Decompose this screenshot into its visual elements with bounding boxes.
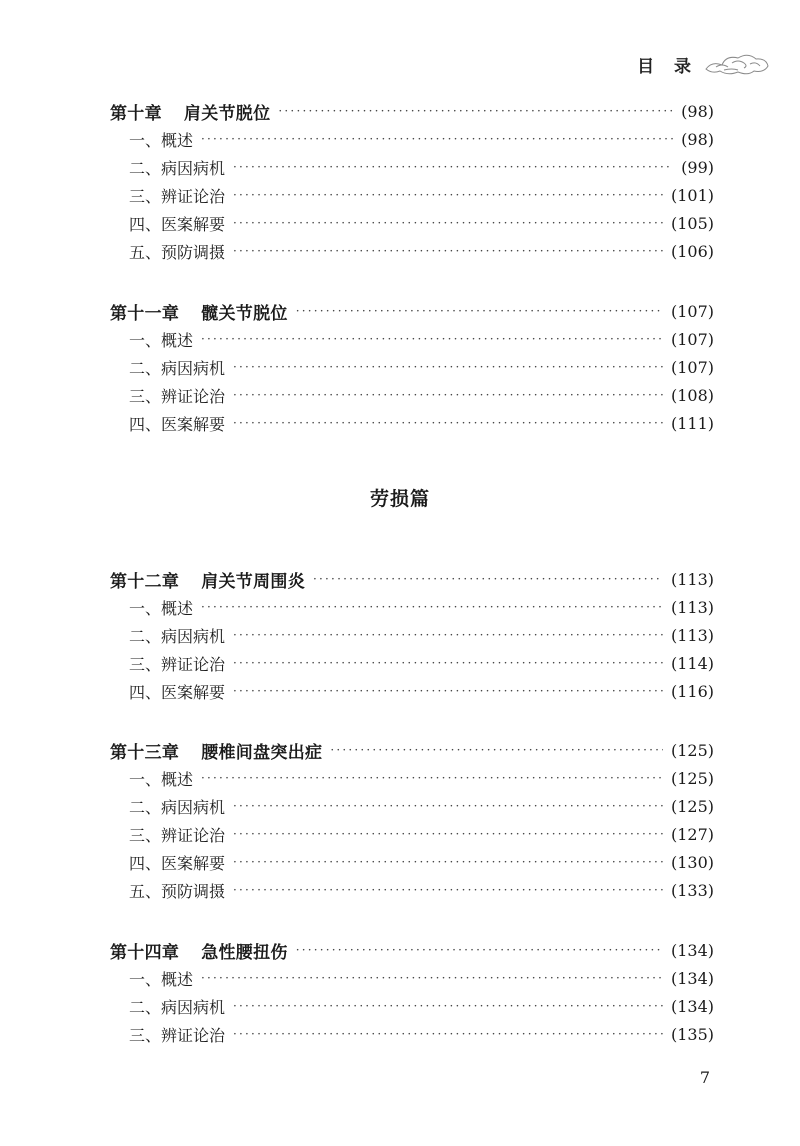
section-label: 四、医案解要 [129,414,226,434]
toc-section-entry[interactable] [0,593,800,621]
toc-section-entry[interactable] [0,125,800,153]
dot-leader [313,565,663,593]
dot-leader [233,792,663,820]
section-page-ref: (113) [670,625,714,645]
chapter-title: 腰椎间盘突出症 [201,742,323,763]
toc-section-entry[interactable] [0,677,800,705]
section-page-ref: (133) [670,880,714,900]
chapter-number: 第十章 [110,103,162,124]
section-label: 三、辨证论治 [129,1025,226,1045]
toc-section-entry[interactable] [0,964,800,992]
toc-section-entry[interactable] [0,353,800,381]
chapter-number: 第十三章 [110,742,180,763]
chapter-page-ref: (98) [681,101,714,121]
dot-leader [201,964,663,992]
dot-leader [233,1020,663,1048]
section-page-ref: (134) [670,968,714,988]
toc-chapter-entry[interactable] [0,297,800,325]
section-label: 五、预防调摄 [129,881,226,901]
toc-section-entry[interactable] [0,1020,800,1048]
header-title: 目 录 [637,56,698,77]
section-page-ref: (114) [670,653,714,673]
section-page-ref: (130) [670,852,714,872]
section-page-ref: (116) [670,681,714,701]
part-title: 劳损篇 [369,488,430,510]
toc-section-entry[interactable] [0,621,800,649]
chapter-number: 第十二章 [110,571,180,592]
section-page-ref: (135) [670,1024,714,1044]
chapter-page-ref: (107) [670,301,714,321]
toc-chapter-entry[interactable] [0,736,800,764]
toc-section-entry[interactable] [0,209,800,237]
dot-leader [233,409,663,437]
running-header [637,44,772,84]
section-label: 五、预防调摄 [129,242,226,262]
section-page-ref: (106) [670,241,714,261]
section-label: 四、医案解要 [129,214,226,234]
dot-leader [233,876,663,904]
dot-leader [233,237,663,265]
section-page-ref: (107) [670,329,714,349]
section-page-ref: (125) [670,768,714,788]
dot-leader [233,353,663,381]
section-label: 二、病因病机 [129,997,226,1017]
dot-leader [233,820,663,848]
section-label: 三、辨证论治 [129,386,226,406]
dot-leader [233,677,663,705]
toc-section-entry[interactable] [0,381,800,409]
toc-section-entry[interactable] [0,153,800,181]
dot-leader [201,764,663,792]
section-label: 一、概述 [129,769,194,789]
dot-leader [233,209,663,237]
chapter-page-ref: (134) [670,940,714,960]
section-page-ref: (127) [670,824,714,844]
section-label: 一、概述 [129,969,194,989]
toc-section-entry[interactable] [0,237,800,265]
chapter-number: 第十四章 [110,942,180,963]
dot-leader [233,649,663,677]
section-page-ref: (99) [681,157,714,177]
dot-leader [330,736,663,764]
page-number: 7 [699,1068,710,1087]
chapter-title: 急性腰扭伤 [201,942,288,963]
dot-leader [233,381,663,409]
chapter-heading [110,738,322,763]
chapter-heading [110,299,288,324]
toc-section-entry[interactable] [0,649,800,677]
dot-leader [296,936,663,964]
section-label: 三、辨证论治 [129,186,226,206]
section-label: 三、辨证论治 [129,654,226,674]
dot-leader [233,848,663,876]
chapter-page-ref: (113) [670,569,714,589]
toc-section-entry[interactable] [0,876,800,904]
toc-section-entry[interactable] [0,181,800,209]
section-label: 二、病因病机 [129,626,226,646]
dot-leader [201,125,673,153]
section-label: 一、概述 [129,130,194,150]
section-page-ref: (111) [670,413,714,433]
dot-leader [233,181,663,209]
section-page-ref: (113) [670,597,714,617]
dot-leader [296,297,663,325]
chapter-title: 肩关节周围炎 [201,571,306,592]
section-label: 四、医案解要 [129,853,226,873]
toc-section-entry[interactable] [0,820,800,848]
toc-section-entry[interactable] [0,409,800,437]
toc-section-entry[interactable] [0,992,800,1020]
toc-section-entry[interactable] [0,764,800,792]
chapter-title: 髋关节脱位 [201,303,288,324]
toc-section-entry[interactable] [0,325,800,353]
section-label: 二、病因病机 [129,158,226,178]
toc-chapter-entry[interactable] [0,565,800,593]
dot-leader [233,621,663,649]
dot-leader [278,97,673,125]
section-page-ref: (107) [670,357,714,377]
section-page-ref: (101) [670,185,714,205]
chapter-title: 肩关节脱位 [183,103,271,124]
toc-section-entry[interactable] [0,792,800,820]
section-label: 二、病因病机 [129,797,226,817]
chapter-number: 第十一章 [110,303,180,324]
section-page-ref: (108) [670,385,714,405]
dot-leader [233,992,663,1020]
section-label: 一、概述 [129,598,194,618]
section-page-ref: (105) [670,213,714,233]
toc-chapter-entry[interactable] [0,936,800,964]
section-label: 四、医案解要 [129,682,226,702]
section-label: 二、病因病机 [129,358,226,378]
dot-leader [201,593,663,621]
section-page-ref: (125) [670,796,714,816]
section-page-ref: (134) [670,996,714,1016]
chapter-heading [110,567,305,592]
chapter-heading [110,938,288,963]
chapter-page-ref: (125) [670,740,714,760]
section-label: 三、辨证论治 [129,825,226,845]
chapter-heading [110,99,270,124]
dot-leader [201,325,663,353]
dot-leader [233,153,673,181]
section-page-ref: (98) [681,129,714,149]
cloud-ornament-icon [702,49,772,79]
section-label: 一、概述 [129,330,194,350]
toc-section-entry[interactable] [0,848,800,876]
toc-chapter-entry[interactable] [0,97,800,125]
